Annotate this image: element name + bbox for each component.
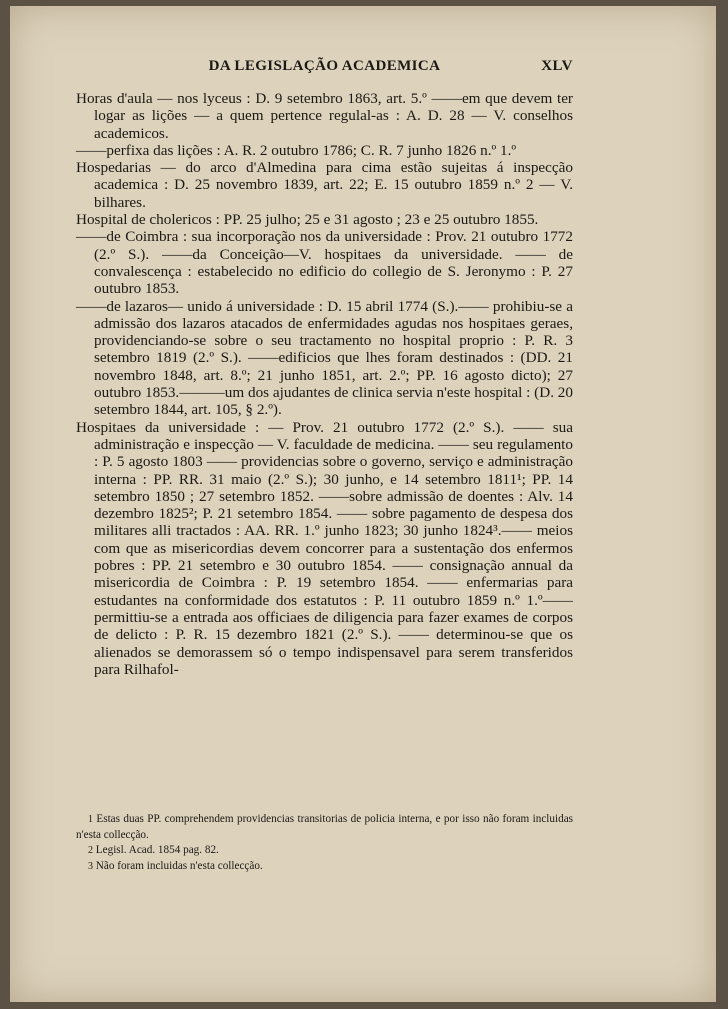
footnote-3 [76, 859, 573, 875]
page-header [76, 58, 573, 80]
footnote-text: Estas duas PP. comprehendem providencias transitorias de policia interna, e por isso não foram incluidas n'esta collecção. [76, 813, 574, 841]
entry-hospedarias: Hospedarias — do arco d'Almedina para cima estão sujeitas á inspecção academica : D. 25 novembro 1839, art. 22; E. 15 outubro 1859 n.º 2 — V. bilhares. [76, 159, 573, 211]
footnote-2 [76, 843, 573, 859]
entry-hospital-de-cholericos: Hospital de cholericos : PP. 25 julho; 25 e 31 agosto ; 23 e 25 outubro 1855. [76, 211, 539, 229]
footnotes [76, 812, 573, 874]
entry-perfixa-das-licoes: ——perfixa das lições : A. R. 2 outubro 1786; C. R. 7 junho 1826 n.º 1.º [76, 141, 517, 159]
footnote-mark: 2 [88, 845, 93, 856]
entry-horas-daula: Horas d'aula — nos lyceus : D. 9 setembro 1863, art. 5.º ——em que devem ter logar as lições — a quem pertence regulal-as : A. D. 28 — V. conselhos academicos. [76, 90, 573, 142]
entry-de-lazaros: ——de lazaros— unido á universidade : D. 15 abril 1774 (S.).—— prohibiu-se a admissão dos lazaros atacados de enfermidades agudas nos hospitaes geraes, providenciando-se sobre o seu tractamento no hospital proprio : P. R. 3 setembro 1819 (2.º S.). ——edificios que lhes foram destinados : (DD. 21 novembro 1848, art. 8.º; 21 junho 1851, art. 2.º; PP. 16 agosto dicto); 27 outubro 1853.———um dos ajudantes de clinica servia n'este hospital : (D. 20 setembro 1844, art. 105, § 2.º). [76, 297, 573, 419]
footnote-text: Legisl. Acad. 1854 pag. 82. [95, 844, 219, 856]
book-page [10, 6, 716, 1002]
footnote-text: Não foram incluidas n'esta collecção. [95, 859, 263, 872]
entry-hospitaes-da-universidade: Hospitaes da universidade : — Prov. 21 outubro 1772 (2.º S.). —— sua administração e inspecção — V. faculdade de medicina. —— seu regulamento : P. 5 agosto 1803 —— providencias sobre o governo, serviço e administração interna : PP. RR. 31 maio (2.º S.); 30 junho, e 14 setembro 1811¹; PP. 14 setembro 1850 ; 27 setembro 1852. ——sobre admissão de doentes : Alv. 14 dezembro 1825²; P. 21 setembro 1854. —— sobre pagamento de despesa dos militares alli tractados : AA. RR. 1.º junho 1823; 30 junho 1824³.—— meios com que as misericordias devem concorrer para a sustentação dos enfermos pobres : PP. 21 setembro e 30 outubro 1854. —— consignação annual da misericordia de Coimbra : P. 19 setembro 1854. —— enfermarias para estudantes na conformidade dos estatutos : P. 11 outubro 1859 n.º 1.º——permittiu-se a entrada aos officiaes de diligencia para fazer exames de corpos de delicto : P. R. 15 dezembro 1821 (2.º S.). —— determinou-se que os alienados se demorassem só o tempo indispensavel para serem transferidos para Rilhafol- [76, 418, 573, 678]
footnote-1 [76, 812, 573, 843]
running-title: DA LEGISLAÇÃO ACADEMICA [208, 58, 441, 74]
index-entries [76, 90, 573, 678]
page-number: XLV [541, 58, 573, 74]
footnote-mark: 3 [88, 860, 93, 872]
entry-de-coimbra: ——de Coimbra : sua incorporação nos da universidade : Prov. 21 outubro 1772 (2.º S.). ——da Conceição—V. hospitaes da universidade. —— de convalescença : estabelecido no edificio do collegio de S. Jeronymo : P. 27 outubro 1853. [76, 228, 573, 298]
footnote-mark: 1 [88, 814, 93, 825]
